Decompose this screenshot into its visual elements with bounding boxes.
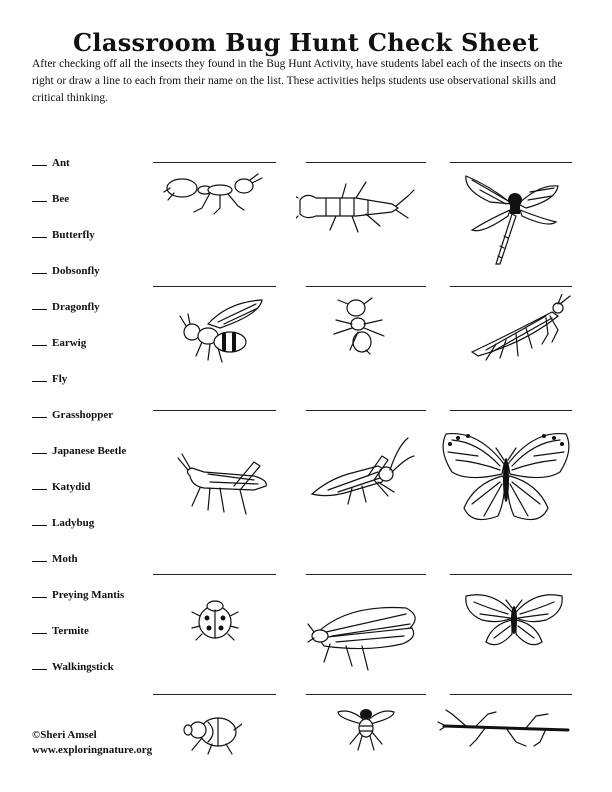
checklist-label: Ladybug bbox=[52, 517, 95, 529]
checklist-item[interactable] bbox=[32, 408, 113, 428]
checklist-label: Termite bbox=[52, 625, 89, 637]
checklist-label: Japanese Beetle bbox=[52, 445, 127, 457]
answer-line[interactable] bbox=[153, 574, 276, 575]
answer-line[interactable] bbox=[306, 410, 426, 411]
check-blank[interactable] bbox=[32, 444, 47, 454]
footer bbox=[32, 728, 152, 758]
answer-line[interactable] bbox=[306, 286, 426, 287]
checklist-item[interactable] bbox=[32, 444, 126, 464]
answer-line[interactable] bbox=[306, 162, 426, 163]
checklist-label: Butterfly bbox=[52, 229, 95, 241]
dragonfly-illustration bbox=[460, 166, 560, 266]
checklist-label: Bee bbox=[52, 193, 70, 205]
check-blank[interactable] bbox=[32, 156, 47, 166]
checklist-item[interactable] bbox=[32, 480, 91, 500]
checklist-label: Dragonfly bbox=[52, 301, 100, 313]
check-blank[interactable] bbox=[32, 336, 47, 346]
checklist-item[interactable] bbox=[32, 660, 114, 680]
answer-line[interactable] bbox=[306, 694, 426, 695]
answer-line[interactable] bbox=[153, 410, 276, 411]
ant-illustration bbox=[160, 168, 270, 218]
japanese-beetle-illustration bbox=[182, 710, 242, 756]
checklist-label: Ant bbox=[52, 157, 70, 169]
dobsonfly-illustration bbox=[306, 594, 424, 674]
checklist-item[interactable] bbox=[32, 228, 95, 248]
answer-line[interactable] bbox=[450, 162, 572, 163]
check-blank[interactable] bbox=[32, 624, 47, 634]
check-blank[interactable] bbox=[32, 660, 47, 670]
checklist-label: Walkingstick bbox=[52, 661, 114, 673]
moth-illustration bbox=[462, 590, 566, 652]
grasshopper-illustration bbox=[174, 452, 274, 522]
preying-mantis-illustration bbox=[466, 294, 576, 364]
checklist-item[interactable] bbox=[32, 516, 94, 536]
check-blank[interactable] bbox=[32, 588, 47, 598]
answer-line[interactable] bbox=[450, 410, 572, 411]
answer-line[interactable] bbox=[450, 286, 572, 287]
checklist-label: Grasshopper bbox=[52, 409, 114, 421]
checklist-label: Fly bbox=[52, 373, 68, 385]
checklist-item[interactable] bbox=[32, 552, 78, 572]
walkingstick-illustration bbox=[436, 708, 576, 748]
copyright-text: ©Sheri Amsel bbox=[32, 729, 97, 741]
earwig-illustration bbox=[296, 176, 416, 238]
website-link[interactable]: www.exploringnature.org bbox=[32, 744, 153, 756]
answer-line[interactable] bbox=[450, 694, 572, 695]
checklist-item[interactable] bbox=[32, 192, 69, 212]
checklist-label: Dobsonfly bbox=[52, 265, 100, 277]
check-blank[interactable] bbox=[32, 516, 47, 526]
answer-line[interactable] bbox=[153, 694, 276, 695]
checklist-label: Moth bbox=[52, 553, 78, 565]
intro-text: After checking off all the insects they found in the Bug Hunt Activity, have students label each of the insects on the right or draw a line to each from their name on the list. These activities helps students use observational skills and critical thinking. bbox=[32, 58, 563, 104]
check-blank[interactable] bbox=[32, 408, 47, 418]
ladybug-illustration bbox=[190, 596, 240, 642]
answer-line[interactable] bbox=[450, 574, 572, 575]
answer-line[interactable] bbox=[153, 286, 276, 287]
checklist-item[interactable] bbox=[32, 336, 86, 356]
check-blank[interactable] bbox=[32, 192, 47, 202]
check-blank[interactable] bbox=[32, 300, 47, 310]
bee-illustration bbox=[178, 296, 268, 366]
checklist-label: Preying Mantis bbox=[52, 589, 125, 601]
termite-illustration bbox=[330, 296, 390, 356]
checklist-item[interactable] bbox=[32, 156, 70, 176]
katydid-illustration bbox=[308, 436, 418, 506]
checklist-item[interactable] bbox=[32, 372, 67, 392]
checklist-item[interactable] bbox=[32, 300, 100, 320]
answer-line[interactable] bbox=[153, 162, 276, 163]
check-blank[interactable] bbox=[32, 552, 47, 562]
checklist-label: Katydid bbox=[52, 481, 91, 493]
page-title: Classroom Bug Hunt Check Sheet bbox=[73, 28, 539, 57]
check-blank[interactable] bbox=[32, 372, 47, 382]
check-blank[interactable] bbox=[32, 228, 47, 238]
answer-line[interactable] bbox=[306, 574, 426, 575]
checklist-item[interactable] bbox=[32, 264, 100, 284]
check-blank[interactable] bbox=[32, 480, 47, 490]
checklist-label: Earwig bbox=[52, 337, 87, 349]
fly-illustration bbox=[336, 704, 396, 752]
checklist-item[interactable] bbox=[32, 624, 89, 644]
checklist-item[interactable] bbox=[32, 588, 124, 608]
butterfly-illustration bbox=[438, 430, 574, 530]
check-blank[interactable] bbox=[32, 264, 47, 274]
